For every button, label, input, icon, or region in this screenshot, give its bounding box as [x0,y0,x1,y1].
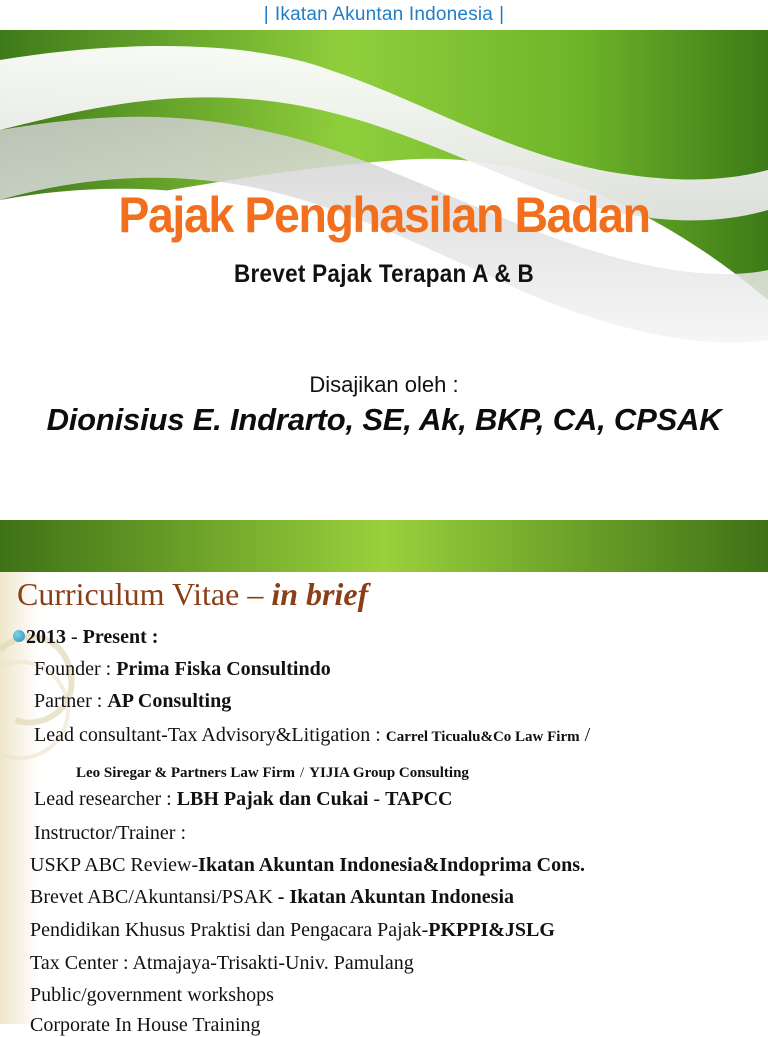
cv-line-researcher [34,788,453,811]
researcher-value-2: TAPCC [385,788,453,810]
lead-consultant-slash-2: / [299,765,305,781]
lead-consultant-firm-2: Leo Siregar & Partners Law Firm [76,765,295,781]
lead-consultant-firm-3: YIJIA Group Consulting [309,765,469,781]
cv-line-tax-center [30,952,414,975]
presenter-name: Dionisius E. Indrarto, SE, Ak, BKP, CA, CPSAK [46,402,722,437]
lead-consultant-slash-1: / [584,724,591,746]
cv-title [17,576,368,613]
partner-label: Partner : [34,690,103,712]
presented-by-label: Disajikan oleh : [309,372,459,397]
cv-line-pendidikan [30,919,555,942]
cv-line-instructor [34,822,186,845]
cv-line-founder [34,658,331,681]
brevet-value: - Ikatan Akuntan Indonesia [272,886,515,908]
organization-header [0,4,768,26]
header-separator-left: | [263,4,269,25]
lead-consultant-label: Lead consultant-Tax Advisory&Litigation : [34,724,381,746]
researcher-label: Lead researcher : [34,788,172,810]
bullet-dot-icon [13,630,25,642]
organization-name: Ikatan Akuntan Indonesia [274,4,494,25]
cv-line-lead-consultant-cont [76,760,469,783]
cv-title-main: Curriculum Vitae – [17,576,264,612]
cv-line-corporate [30,1014,261,1037]
cv-title-italic: in brief [271,576,369,612]
cv-line-lead-consultant [34,724,590,747]
researcher-value-1: LBH Pajak dan Cukai [176,788,369,810]
cv-line-partner [34,690,231,713]
period-separator: - [66,626,83,648]
cv-line-public [30,984,274,1007]
pendidikan-label: Pendidikan Khusus Praktisi dan Pengacara Pajak- [30,919,429,941]
period-label: Present : [82,626,159,648]
cv-period [26,626,158,649]
public-workshops-text: Public/government workshops [30,984,274,1006]
header-separator-right: | [499,4,505,25]
cv-line-brevet [30,886,514,909]
founder-label: Founder : [34,658,112,680]
uskp-value: Ikatan Akuntan Indonesia&Indoprima Cons. [198,854,585,876]
period-year: 2013 [26,626,66,648]
partner-value: AP Consulting [107,690,232,712]
brevet-label: Brevet ABC/Akuntansi/PSAK [30,886,273,908]
cv-slide [0,520,768,1036]
cv-line-uskp [30,854,585,877]
researcher-separator: - [368,788,386,810]
founder-value: Prima Fiska Consultindo [116,658,331,680]
presentation-subtitle: Brevet Pajak Terapan A & B [233,260,535,288]
uskp-label: USKP ABC Review- [30,854,199,876]
tax-center-text: Tax Center : Atmajaya-Trisakti-Univ. Pamulang [30,952,414,974]
lead-consultant-firm-1: Carrel Ticualu&Co Law Firm [385,729,580,745]
presentation-title: Pajak Penghasilan Badan [118,187,650,243]
instructor-label: Instructor/Trainer : [34,822,187,844]
pendidikan-value: PKPPI&JSLG [428,919,555,941]
corporate-training-text: Corporate In House Training [30,1014,261,1036]
